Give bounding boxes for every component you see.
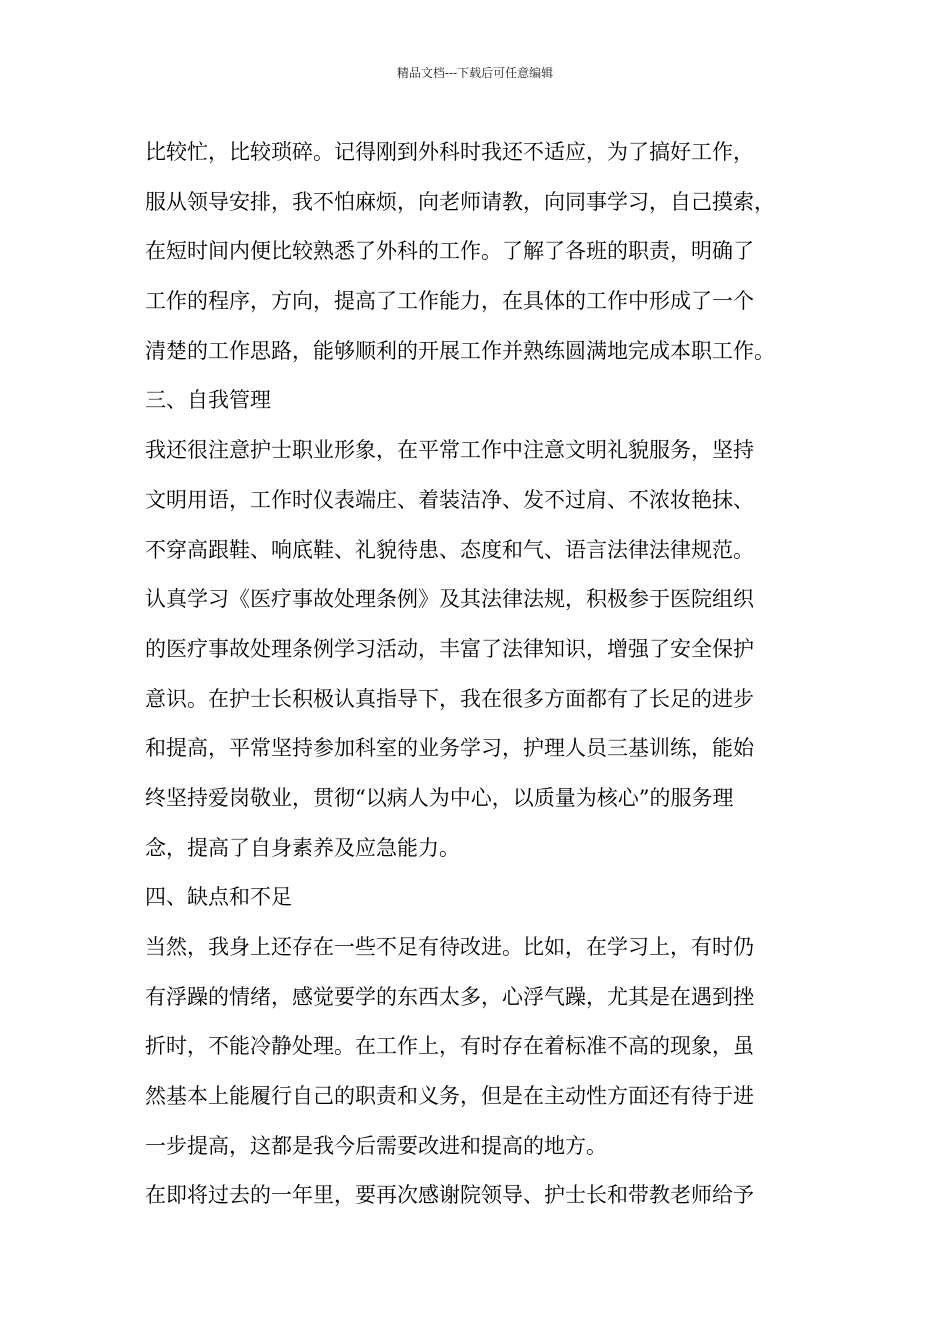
text-line: 我还很注意护士职业形象，在平常工作中注意文明礼貌服务，坚持 bbox=[145, 438, 754, 463]
text-line: 意识。在护士长积极认真指导下，我在很多方面都有了长足的进步 bbox=[145, 686, 754, 711]
text-line: 在即将过去的一年里，要再次感谢院领导、护士长和带教老师给予 bbox=[145, 1183, 754, 1208]
text-line: 终坚持爱岗敬业，贯彻“以病人为中心，以质量为核心”的服务理 bbox=[145, 785, 734, 810]
text-line: 和提高，平常坚持参加科室的业务学习，护理人员三基训练，能始 bbox=[145, 736, 754, 761]
text-line: 不穿高跟鞋、响底鞋、礼貌待患、态度和气、语言法律法律规范。 bbox=[145, 537, 754, 562]
text-line: 比较忙，比较琐碎。记得刚到外科时我还不适应，为了搞好工作， bbox=[145, 140, 754, 164]
text-line: 当然，我身上还存在一些不足有待改进。比如，在学习上，有时仍 bbox=[145, 935, 754, 959]
document-body bbox=[145, 128, 835, 1221]
page-header: 精品文档---下载后可任意编辑 bbox=[396, 66, 554, 80]
text-line: 文明用语，工作时仪表端庄、着装洁净、发不过肩、不浓妆艳抹、 bbox=[145, 487, 754, 512]
text-line: 念，提高了自身素养及应急能力。 bbox=[145, 835, 460, 860]
text-line: 工作的程序，方向，提高了工作能力，在具体的工作中形成了一个 bbox=[145, 289, 754, 314]
text-line: 然基本上能履行自己的职责和义务，但是在主动性方面还有待于进 bbox=[145, 1084, 754, 1109]
text-line: 折时，不能冷静处理。在工作上，有时存在着标准不高的现象，虽 bbox=[145, 1034, 754, 1059]
text-line: 在短时间内便比较熟悉了外科的工作。了解了各班的职责，明确了 bbox=[145, 239, 754, 264]
section-heading-shortcomings: 四、缺点和不足 bbox=[145, 885, 292, 910]
text-line: 认真学习《医疗事故处理条例》及其法律法规，积极参于医院组织 bbox=[145, 587, 754, 612]
text-line: 的医疗事故处理条例学习活动，丰富了法律知识，增强了安全保护 bbox=[145, 636, 754, 661]
section-heading-self-management: 三、自我管理 bbox=[145, 388, 271, 413]
text-line: 服从领导安排，我不怕麻烦，向老师请教，向同事学习，自己摸索， bbox=[145, 189, 775, 214]
text-line: 有浮躁的情绪，感觉要学的东西太多，心浮气躁，尤其是在遇到挫 bbox=[145, 984, 754, 1009]
text-line: 清楚的工作思路，能够顺利的开展工作并熟练圆满地完成本职工作。 bbox=[145, 338, 775, 363]
text-line: 一步提高，这都是我今后需要改进和提高的地方。 bbox=[145, 1133, 607, 1158]
